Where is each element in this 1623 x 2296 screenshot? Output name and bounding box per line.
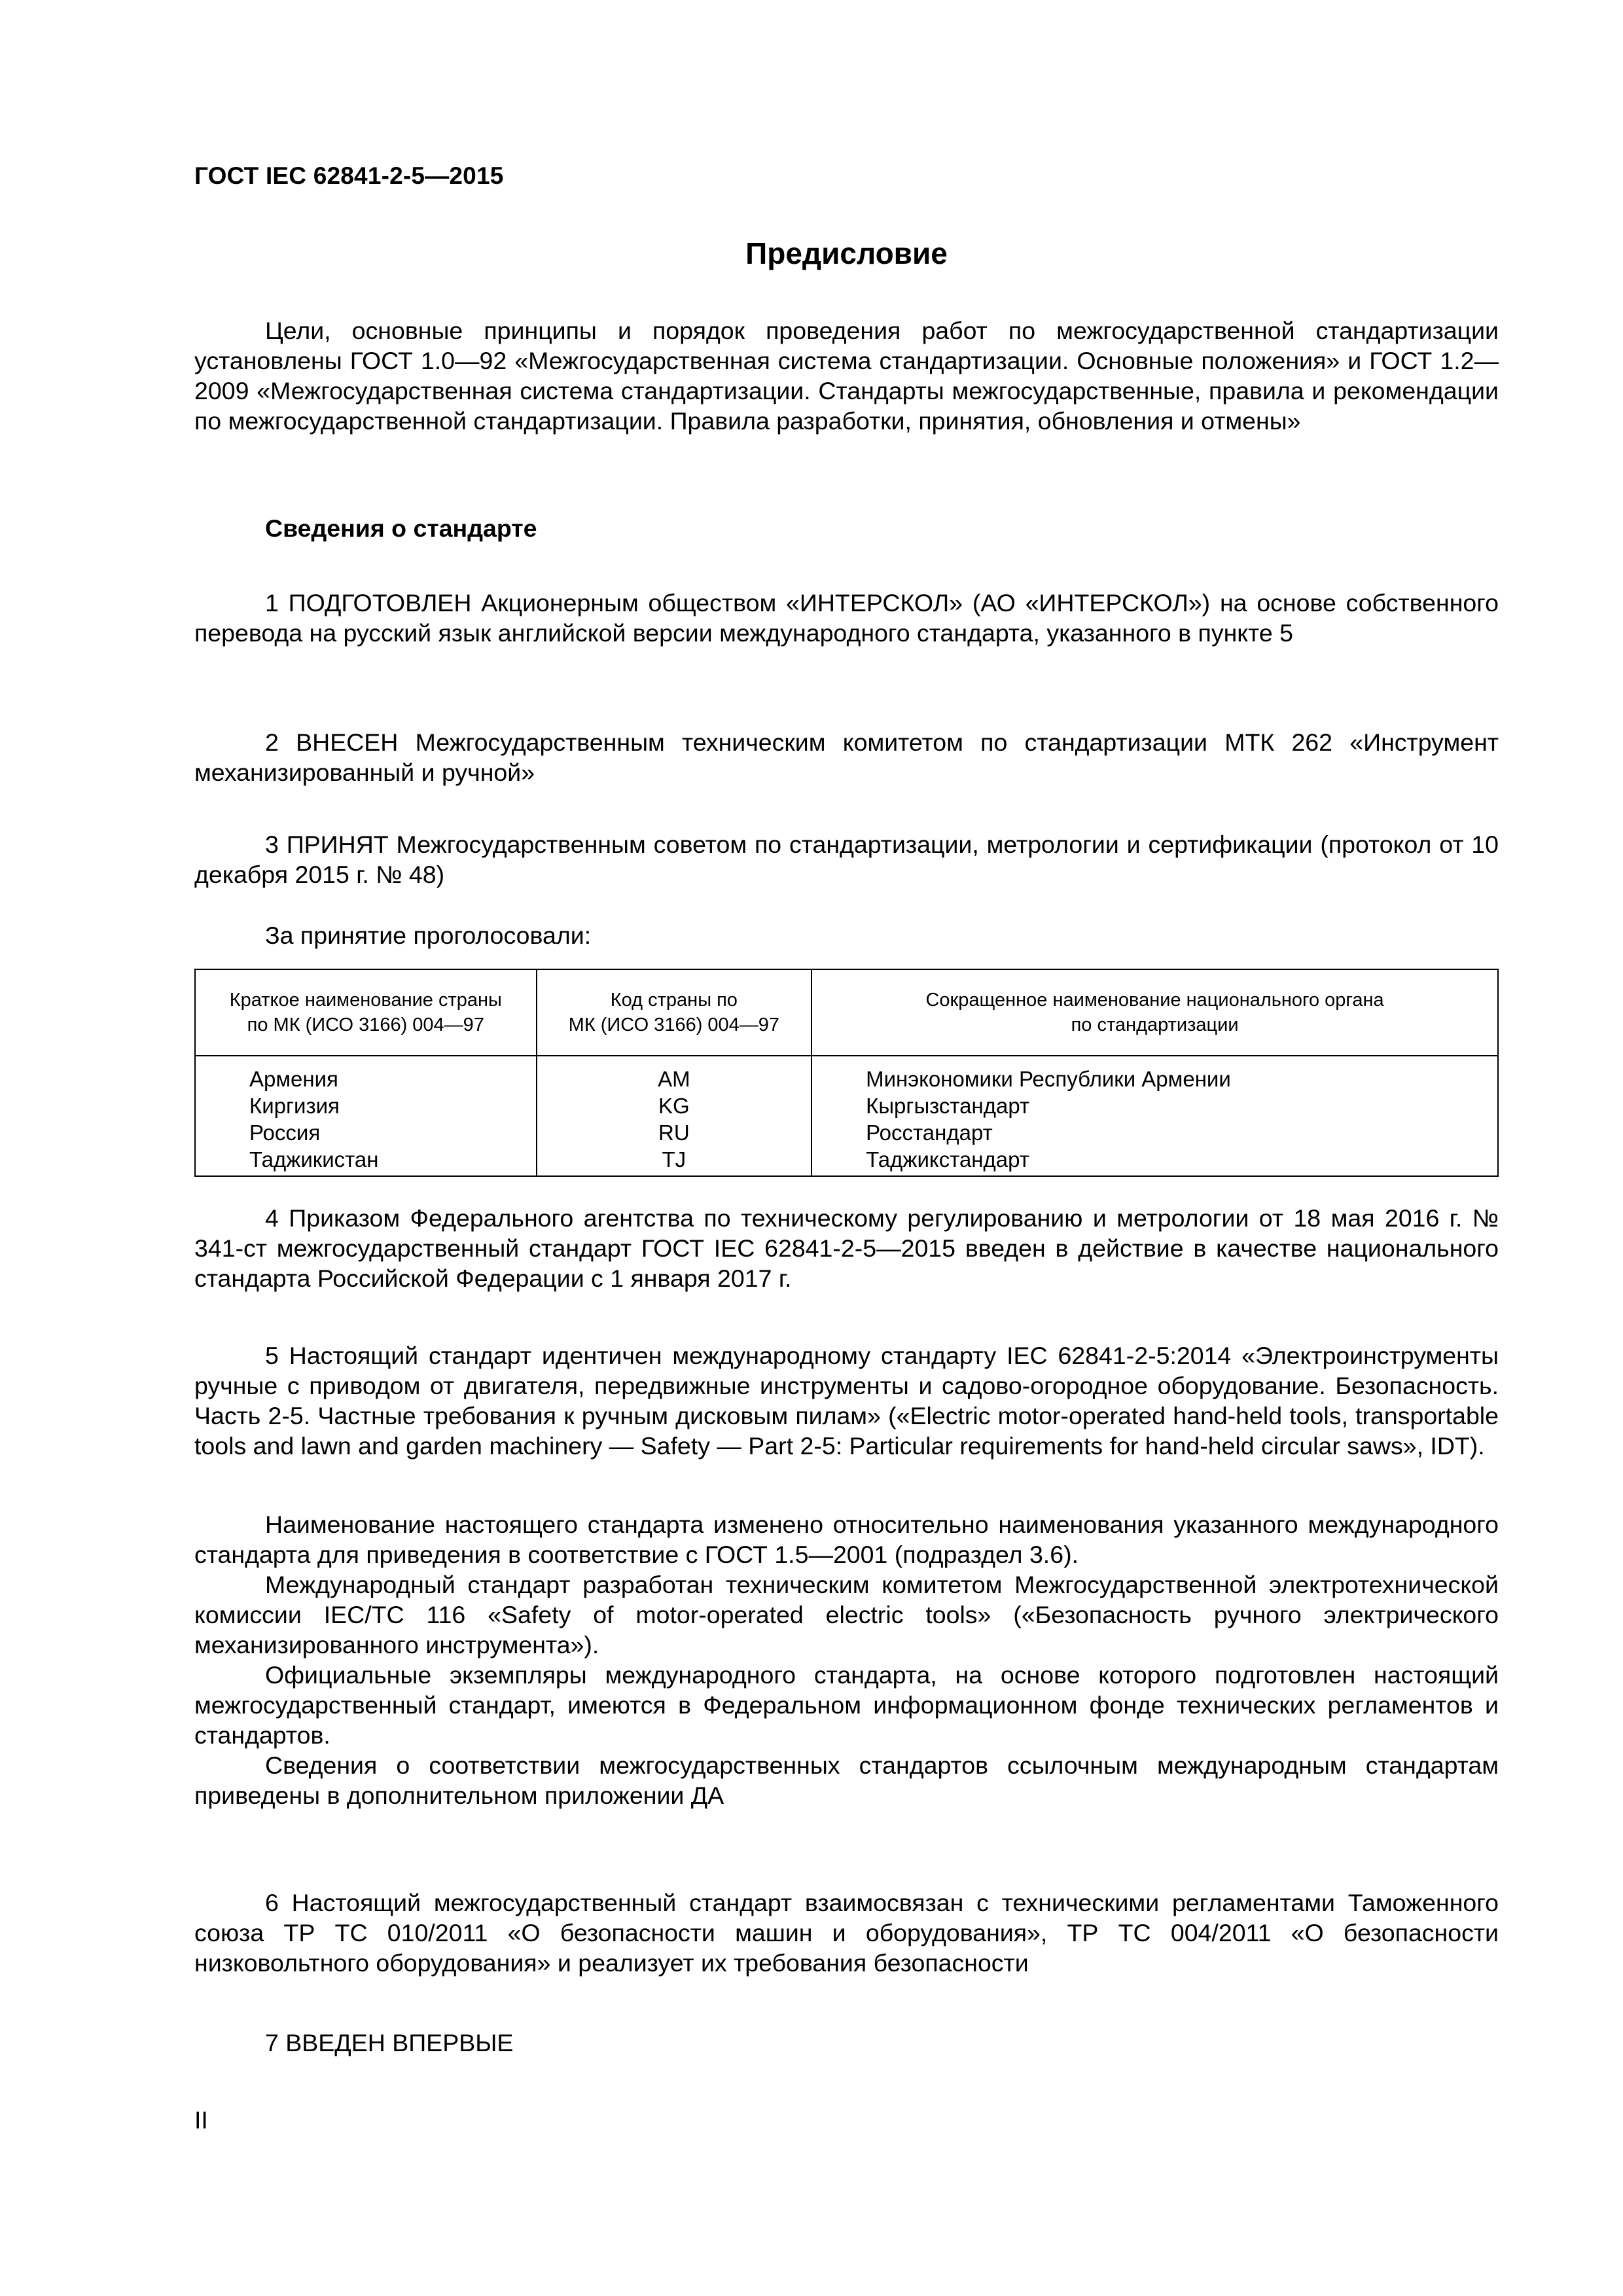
header-country-code: Код страны по МК (ИСО 3166) 004—97	[537, 969, 812, 1056]
item-4-order: 4 Приказом Федерального агентства по техническому регулированию и метрологии от 18 мая 2016 г. № 341-ст межгосударственный стандарт ГОСТ IEC 62841-2-5—2015 введен в действие в качестве национального стандарта Российской Федерации с 1 января 2017 г.	[194, 1204, 1499, 1292]
item-5-paragraph-5: Сведения о соответствии межгосударственных стандартов ссылочным международным стандартам приведены в дополнительном приложении ДА	[194, 1751, 1499, 1809]
table-row	[195, 1146, 1498, 1176]
item-3-adopted: 3 ПРИНЯТ Межгосударственным советом по стандартизации, метрологии и сертификации (протокол от 10 декабря 2015 г. № 48)	[194, 831, 1499, 888]
code-cell: KG	[537, 1092, 812, 1119]
country-cell: Таджикистан	[195, 1146, 537, 1176]
body-cell: Росстандарт	[812, 1119, 1498, 1146]
page-title: Предисловие	[745, 236, 948, 270]
item-1-prepared: 1 ПОДГОТОВЛЕН Акционерным обществом «ИНТЕРСКОЛ» (АО «ИНТЕРСКОЛ») на основе собственного перевода на русский язык английской версии международного стандарта, указанного в пункте 5	[194, 589, 1499, 647]
document-code-header: ГОСТ IEC 62841-2-5—2015	[194, 162, 504, 189]
header-national-body: Сокращенное наименование национального органа по стандартизации	[812, 969, 1498, 1056]
intro-paragraph: Цели, основные принципы и порядок проведения работ по межгосударственной стандартизации установлены ГОСТ 1.0—92 «Межгосударственная система стандартизации. Основные положения» и ГОСТ 1.2—2009 «Межгосударственная система стандартизации. Стандарты межгосударственные, правила и рекомендации по межгосударственной стандартизации. Правила разработки, принятия, обновления и отмены»	[194, 317, 1499, 435]
item-5-paragraph-3: Международный стандарт разработан техническим комитетом Межгосударственной электротехнической комиссии IEC/TC 116 «Safety of motor-operated electric tools» («Безопасность ручного электрического механизированного инструмента»).	[194, 1571, 1499, 1659]
body-cell: Минэкономики Республики Армении	[812, 1056, 1498, 1092]
body-cell: Таджикстандарт	[812, 1146, 1498, 1176]
vote-table	[194, 969, 1499, 1177]
item-5-paragraph-4: Официальные экземпляры международного стандарта, на основе которого подготовлен настоящий межгосударственный стандарт, имеются в Федеральном информационном фонде технических регламентов и стандартов.	[194, 1661, 1499, 1749]
item-6-linked: 6 Настоящий межгосударственный стандарт взаимосвязан с техническими регламентами Таможенного союза ТР ТС 010/2011 «О безопасности машин и оборудования», ТР ТС 004/2011 «О безопасности низковольтного оборудования» и реализует их требования безопасности	[194, 1889, 1499, 1977]
code-cell: TJ	[537, 1146, 812, 1176]
code-cell: AM	[537, 1056, 812, 1092]
country-cell: Армения	[195, 1056, 537, 1092]
table-header-row	[195, 969, 1498, 1056]
country-cell: Киргизия	[195, 1092, 537, 1119]
country-cell: Россия	[195, 1119, 537, 1146]
item-7-first-introduced: 7 ВВЕДЕН ВПЕРВЫЕ	[265, 2029, 514, 2056]
table-row	[195, 1056, 1498, 1092]
item-5-paragraph-2: Наименование настоящего стандарта изменено относительно наименования указанного международного стандарта для приведения в соответствие с ГОСТ 1.5—2001 (подраздел 3.6).	[194, 1511, 1499, 1568]
document-page	[194, 0, 1499, 2296]
table-row	[195, 1119, 1498, 1146]
table-row	[195, 1092, 1498, 1119]
code-cell: RU	[537, 1119, 812, 1146]
item-2-introduced: 2 ВНЕСЕН Межгосударственным техническим комитетом по стандартизации МТК 262 «Инструмент механизированный и ручной»	[194, 728, 1499, 786]
body-cell: Кыргызстандарт	[812, 1092, 1498, 1119]
header-country-name: Краткое наименование страны по МК (ИСО 3166) 004—97	[195, 969, 537, 1056]
item-5-identical: 5 Настоящий стандарт идентичен международному стандарту IEC 62841-2-5:2014 «Электроинструменты ручные с приводом от двигателя, передвижные инструменты и садово-огородное оборудование. Безопасность. Часть 2-5. Частные требования к ручным дисковым пилам» («Electric motor-operated hand-held tools, transportable tools and lawn and garden machinery — Safety — Part 2-5: Particular requirements for hand-held circular saws», IDT).	[194, 1342, 1499, 1460]
section-heading: Сведения о стандарте	[265, 514, 537, 542]
vote-label: За принятие проголосовали:	[265, 922, 592, 949]
page-number: II	[194, 2106, 208, 2134]
